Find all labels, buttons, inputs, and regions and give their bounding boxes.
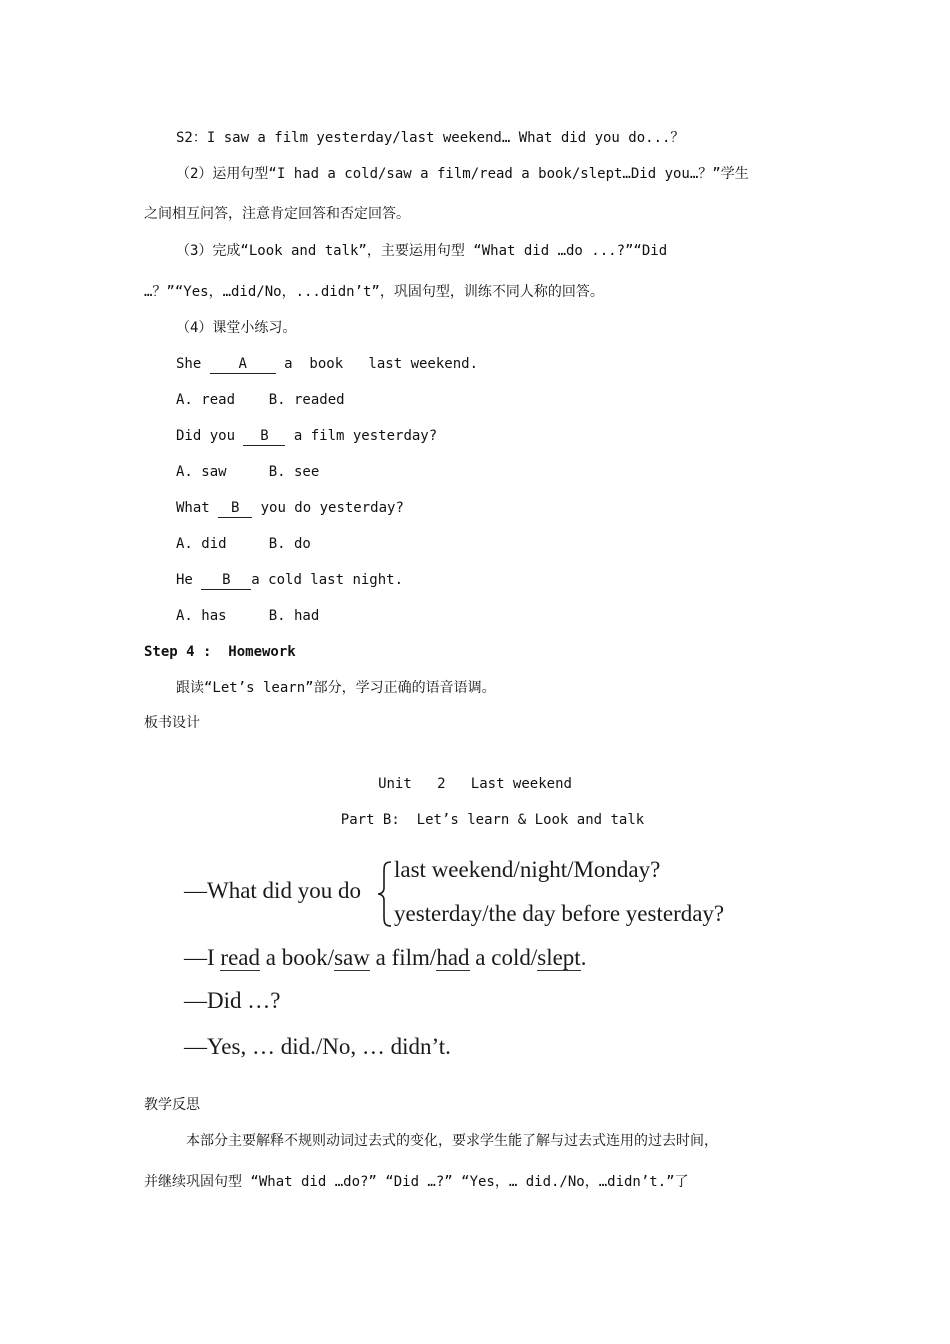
board-time-option-1: last weekend/night/Monday? [394, 857, 661, 882]
exercise-options: A. read B. readed [176, 392, 345, 408]
exercise-question: He B a cold last night. [176, 572, 404, 588]
step-4-text: 跟读“Let’s learn”部分，学习正确的语音语调。 [176, 680, 496, 696]
exercise-answer: A [210, 356, 276, 374]
exercise-answer: B [243, 428, 285, 446]
step-4-heading: Step 4 : Homework [144, 644, 296, 660]
reflection-label: 教学反思 [144, 1097, 200, 1113]
reflection-paragraph-cont: 并继续巩固句型 “What did …do?” “Did …?” “Yes，… did./No，…didn’t.”了 [144, 1174, 689, 1190]
board-answer-line: —I read a book/saw a film/had a cold/slept. [184, 945, 587, 970]
exercise-question: Did you B a film yesterday? [176, 428, 438, 444]
board-subtitle: Part B: Let’s learn & Look and talk [340, 812, 645, 828]
step-3-item-3-cont: …？”“Yes，…did/No，...didn’t”，巩固句型，训练不同人称的回答。 [144, 284, 604, 300]
step-3-item-4: （4）课堂小练习。 [176, 320, 297, 336]
board-design-label: 板书设计 [144, 715, 200, 731]
verb-saw: saw [334, 945, 370, 970]
board-did-question: —Did …? [184, 988, 281, 1013]
board-question: —What did you do [184, 878, 361, 903]
verb-had: had [436, 945, 470, 970]
exercise-options: A. saw B. see [176, 464, 320, 480]
dialogue-line-s2: S2：I saw a film yesterday/last weekend… What did you do...？ [176, 130, 685, 146]
brace-icon [376, 860, 394, 928]
exercise-question: She A a book last weekend. [176, 356, 479, 372]
exercise-question: What B you do yesterday? [176, 500, 404, 516]
step-3-item-2-cont: 之间相互问答，注意肯定回答和否定回答。 [144, 206, 410, 222]
exercise-options: A. has B. had [176, 608, 320, 624]
board-time-option-2: yesterday/the day before yesterday? [394, 901, 725, 926]
exercise-answer: B [201, 572, 251, 590]
step-3-item-2: （2）运用句型“I had a cold/saw a film/read a book/slept…Did you…？”学生 [176, 166, 749, 182]
verb-slept: slept [537, 945, 581, 970]
reflection-paragraph: 本部分主要解释不规则动词过去式的变化，要求学生能了解与过去式连用的过去时间， [186, 1133, 718, 1149]
board-short-answer: —Yes, … did./No, … didn’t. [184, 1034, 451, 1059]
exercise-answer: B [218, 500, 252, 518]
board-title: Unit 2 Last weekend [378, 776, 572, 792]
verb-read: read [220, 945, 260, 970]
exercise-options: A. did B. do [176, 536, 311, 552]
step-3-item-3: （3）完成“Look and talk”，主要运用句型 “What did …do ...?”“Did [176, 243, 668, 259]
